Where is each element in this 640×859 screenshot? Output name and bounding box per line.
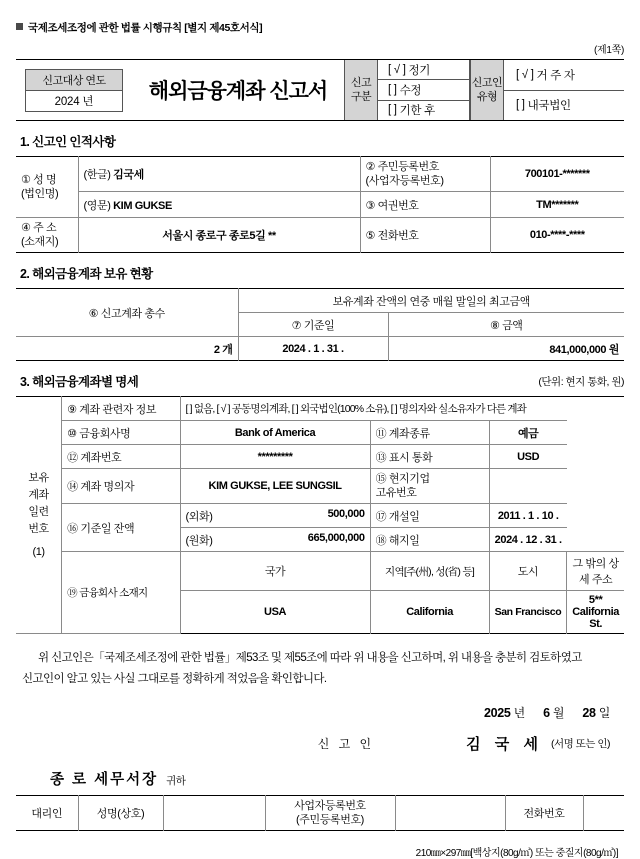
rrn-label-line2: (사업자등록번호) — [365, 175, 444, 187]
local-corp-label-line1: ⑮ 현지기업 — [375, 473, 430, 485]
signature-date — [16, 704, 624, 721]
account-detail-table — [16, 396, 624, 634]
paper-spec: 210㎜×297㎜[백상지(80g/㎡) 또는 중질지(80g/㎡)] — [415, 848, 618, 859]
currency-value[interactable]: USD — [489, 445, 567, 469]
address-label-line1: ④ 주 소 — [21, 222, 57, 234]
bank-value[interactable]: Bank of America — [180, 421, 370, 445]
signature-date-year[interactable]: 2025 — [483, 706, 511, 720]
declaration-type-option-amended-label: 수정 — [399, 84, 422, 97]
table-row — [16, 192, 624, 218]
name-label-line1: ① 성 명 — [21, 174, 57, 186]
filer-type-option-resident-label: 거 주 자 — [536, 69, 575, 82]
account-kind-value[interactable]: 예금 — [489, 421, 567, 445]
name-korean-prefix: (한글) — [83, 169, 111, 181]
agent-phone-label: 전화번호 — [505, 796, 583, 831]
filer-info-table — [16, 156, 624, 253]
signer-name[interactable]: 김 국 세 — [466, 736, 543, 753]
account-sequence-label — [16, 397, 62, 634]
table-row — [16, 337, 624, 361]
declaration-type-option-regular[interactable] — [378, 60, 469, 79]
passport-label: ③ 여권번호 — [360, 192, 490, 218]
tax-office-name: 종 로 세무서장 — [50, 772, 159, 788]
close-date-value[interactable]: 2024 . 12 . 31 . — [489, 528, 567, 552]
open-date-value[interactable]: 2011 . 1 . 10 . — [489, 504, 567, 528]
section1-heading: 1. 신고인 인적사항 — [20, 135, 116, 149]
location-value-city[interactable]: San Francisco — [489, 591, 567, 634]
table-row — [16, 397, 624, 421]
location-label: ⑲ 금융회사 소재지 — [62, 552, 180, 634]
checkbox-late[interactable]: [ ] — [388, 104, 397, 117]
phone-value-cell[interactable]: 010-****-**** — [490, 218, 624, 253]
checkbox-domestic-corp[interactable]: [ ] — [516, 99, 525, 112]
filer-type-label-line1: 신고인 — [471, 77, 503, 89]
table-row — [16, 796, 624, 831]
balance-foreign-prefix: (외화) — [185, 510, 213, 523]
checkbox-resident[interactable]: [ √ ] — [516, 68, 534, 81]
account-sequence-line2: 계좌 — [28, 488, 49, 501]
name-english-prefix: (영문) — [83, 199, 111, 212]
agent-biz-no-value[interactable] — [395, 796, 505, 831]
account-sequence-line1: 보유 — [28, 471, 49, 484]
agent-label: 대리인 — [16, 796, 78, 831]
agent-phone-value[interactable] — [583, 796, 624, 831]
open-date-label: ⑰ 개설일 — [370, 504, 489, 528]
amount-value[interactable]: 841,000,000 원 — [388, 337, 624, 361]
address-value-cell[interactable]: 서울시 종로구 종로5길 ** — [78, 218, 360, 253]
location-value-country[interactable]: USA — [180, 591, 370, 634]
signature-date-month-unit: 월 — [552, 706, 565, 720]
target-year-value: 2024 년 — [54, 95, 94, 108]
balance-foreign-cell[interactable] — [180, 504, 370, 528]
name-korean-value: 김국세 — [113, 169, 144, 181]
declaration-type-option-regular-label: 정기 — [408, 64, 431, 77]
title-block — [16, 59, 624, 121]
related-party-label: ⑨ 계좌 관련자 정보 — [62, 397, 180, 421]
table-row — [16, 421, 624, 445]
balance-krw-prefix: (원화) — [185, 534, 213, 547]
filer-type-option-resident[interactable] — [504, 60, 624, 90]
name-korean-cell[interactable] — [78, 157, 360, 192]
account-summary-table — [16, 288, 624, 361]
balance-krw-value: 665,000,000 — [307, 531, 365, 544]
balance-krw-cell[interactable] — [180, 528, 370, 552]
table-row — [16, 552, 624, 591]
agent-name-value[interactable] — [163, 796, 265, 831]
balance-label: ⑯ 기준일 잔액 — [62, 504, 180, 552]
total-accounts-label: ⑥ 신고계좌 총수 — [16, 289, 238, 337]
location-header-detail: 그 밖의 상세 주소 — [567, 552, 624, 591]
declaration-type-label — [344, 60, 378, 120]
signer-role-label: 신 고 인 — [317, 737, 375, 751]
account-sequence-line4: 번호 — [28, 522, 49, 535]
holder-value[interactable]: KIM GUKSE, LEE SUNGSIL — [180, 469, 370, 504]
target-year-box — [16, 60, 132, 120]
currency-label: ⑬ 표시 통화 — [370, 445, 489, 469]
table-row — [16, 289, 624, 313]
filer-type-label — [470, 60, 504, 120]
signature-date-day[interactable]: 28 — [582, 706, 596, 720]
signature-date-year-unit: 년 — [513, 706, 525, 720]
form-reference — [16, 0, 624, 35]
base-date-value[interactable]: 2024 . 1 . 31 . — [238, 337, 388, 361]
account-kind-label: ⑪ 계좌종류 — [370, 421, 489, 445]
phone-label: ⑤ 전화번호 — [360, 218, 490, 253]
agent-biz-no-label-line1: 사업자등록번호 — [294, 800, 366, 812]
table-row — [16, 504, 624, 528]
filer-type-options — [504, 60, 624, 120]
close-date-label: ⑱ 해지일 — [370, 528, 489, 552]
local-corp-value[interactable] — [489, 469, 567, 504]
passport-value-cell[interactable]: TM******* — [490, 192, 624, 218]
filer-type-label-line2: 유형 — [476, 91, 498, 103]
account-no-label: ⑫ 계좌번호 — [62, 445, 180, 469]
location-header-country: 국가 — [180, 552, 370, 591]
holder-label: ⑭ 계좌 명의자 — [62, 469, 180, 504]
table-row — [16, 445, 624, 469]
checkbox-amended[interactable]: [ ] — [388, 83, 397, 96]
amount-label: ⑧ 금액 — [388, 313, 624, 337]
declaration-type-option-amended[interactable] — [378, 79, 469, 99]
checkbox-regular[interactable]: [ √ ] — [388, 63, 406, 76]
max-amount-header: 보유계좌 잔액의 연중 매월 말일의 최고금액 — [238, 289, 624, 313]
related-party-options[interactable]: [ ] 없음, [ √ ] 공동명의계좌, [ ] 외국법인(100% 소유), [ ] 명의자와 실소유자가 다른 계좌 — [180, 397, 567, 421]
declaration-statement-line1: 위 신고인은「국제조세조정에 관한 법률」제53조 및 제55조에 따라 위 내용을 신고하며, 위 내용을 충분히 검토하였고 — [38, 652, 582, 664]
signature-date-day-unit: 일 — [598, 706, 610, 720]
rrn-label-line1: ② 주민등록번호 — [365, 161, 439, 173]
table-row — [16, 469, 624, 504]
balance-foreign-value: 500,000 — [327, 507, 365, 520]
total-accounts-value[interactable]: 2 개 — [16, 337, 238, 361]
location-header-city: 도시 — [489, 552, 567, 591]
filer-type-option-domestic-corp-label: 내국법인 — [527, 100, 571, 113]
page-title: 해외금융계좌 신고서 — [148, 80, 328, 103]
bank-label: ⑩ 금융회사명 — [62, 421, 180, 445]
declaration-type-label-line1: 신고 — [350, 77, 372, 89]
declaration-type-option-late[interactable] — [378, 100, 469, 120]
declaration-type-label-line2: 구분 — [350, 91, 372, 103]
account-sequence-line3: 일련 — [28, 505, 49, 518]
name-english-value: KIM GUKSE — [113, 199, 172, 212]
location-value-detail[interactable]: 5** California St. — [567, 591, 624, 634]
account-no-value[interactable]: ********* — [180, 445, 370, 469]
target-year-label: 신고대상 연도 — [26, 70, 122, 91]
local-corp-label — [370, 469, 489, 504]
base-date-label: ⑦ 기준일 — [238, 313, 388, 337]
declaration-type-option-late-label: 기한 후 — [399, 105, 435, 118]
page-number: (제1쪽) — [593, 45, 624, 56]
section2-heading: 2. 해외금융계좌 보유 현황 — [20, 267, 153, 281]
location-value-region[interactable]: California — [370, 591, 489, 634]
section3-heading — [20, 372, 624, 390]
table-row — [16, 218, 624, 253]
agent-name-label: 성명(상호) — [78, 796, 163, 831]
form-reference-text: 국제조세조정에 관한 법률 시행규칙 [별지 제45호서식] — [28, 22, 263, 34]
section3-heading-text: 3. 해외금융계좌별 명세 — [20, 375, 139, 389]
filer-type-option-domestic-corp[interactable] — [504, 90, 624, 121]
name-label-line2: (법인명) — [21, 188, 59, 200]
local-corp-label-line2: 고유번호 — [375, 487, 417, 499]
address-label-cell — [16, 218, 78, 253]
declaration-statement-line2: 신고인이 알고 있는 사실 그대로를 정확하게 적었음을 확인합니다. — [22, 673, 327, 685]
account-sequence-number: (1) — [32, 545, 45, 558]
tax-office-honorific: 귀하 — [166, 775, 186, 787]
name-label-cell — [16, 157, 78, 218]
signature-line — [16, 733, 624, 754]
location-header-region: 지역[주(州), 성(省) 등] — [370, 552, 489, 591]
name-english-cell[interactable] — [78, 192, 360, 218]
rrn-value-cell[interactable]: 700101-******* — [490, 157, 624, 192]
signature-date-month[interactable]: 6 — [543, 706, 550, 720]
address-label-line2: (소재지) — [21, 236, 59, 248]
table-row — [16, 157, 624, 192]
declaration-statement — [16, 648, 624, 690]
agent-biz-no-label — [265, 796, 395, 831]
tax-office — [50, 768, 624, 789]
agent-table — [16, 795, 624, 831]
seal-note: (서명 또는 인) — [550, 738, 610, 750]
rrn-label-cell — [360, 157, 490, 192]
bullet-square-icon — [16, 23, 23, 30]
declaration-type-options — [378, 60, 470, 120]
agent-biz-no-label-line2: (주민등록번호) — [296, 814, 364, 826]
section3-unit-note: (단위: 현지 통화, 원) — [538, 376, 624, 388]
